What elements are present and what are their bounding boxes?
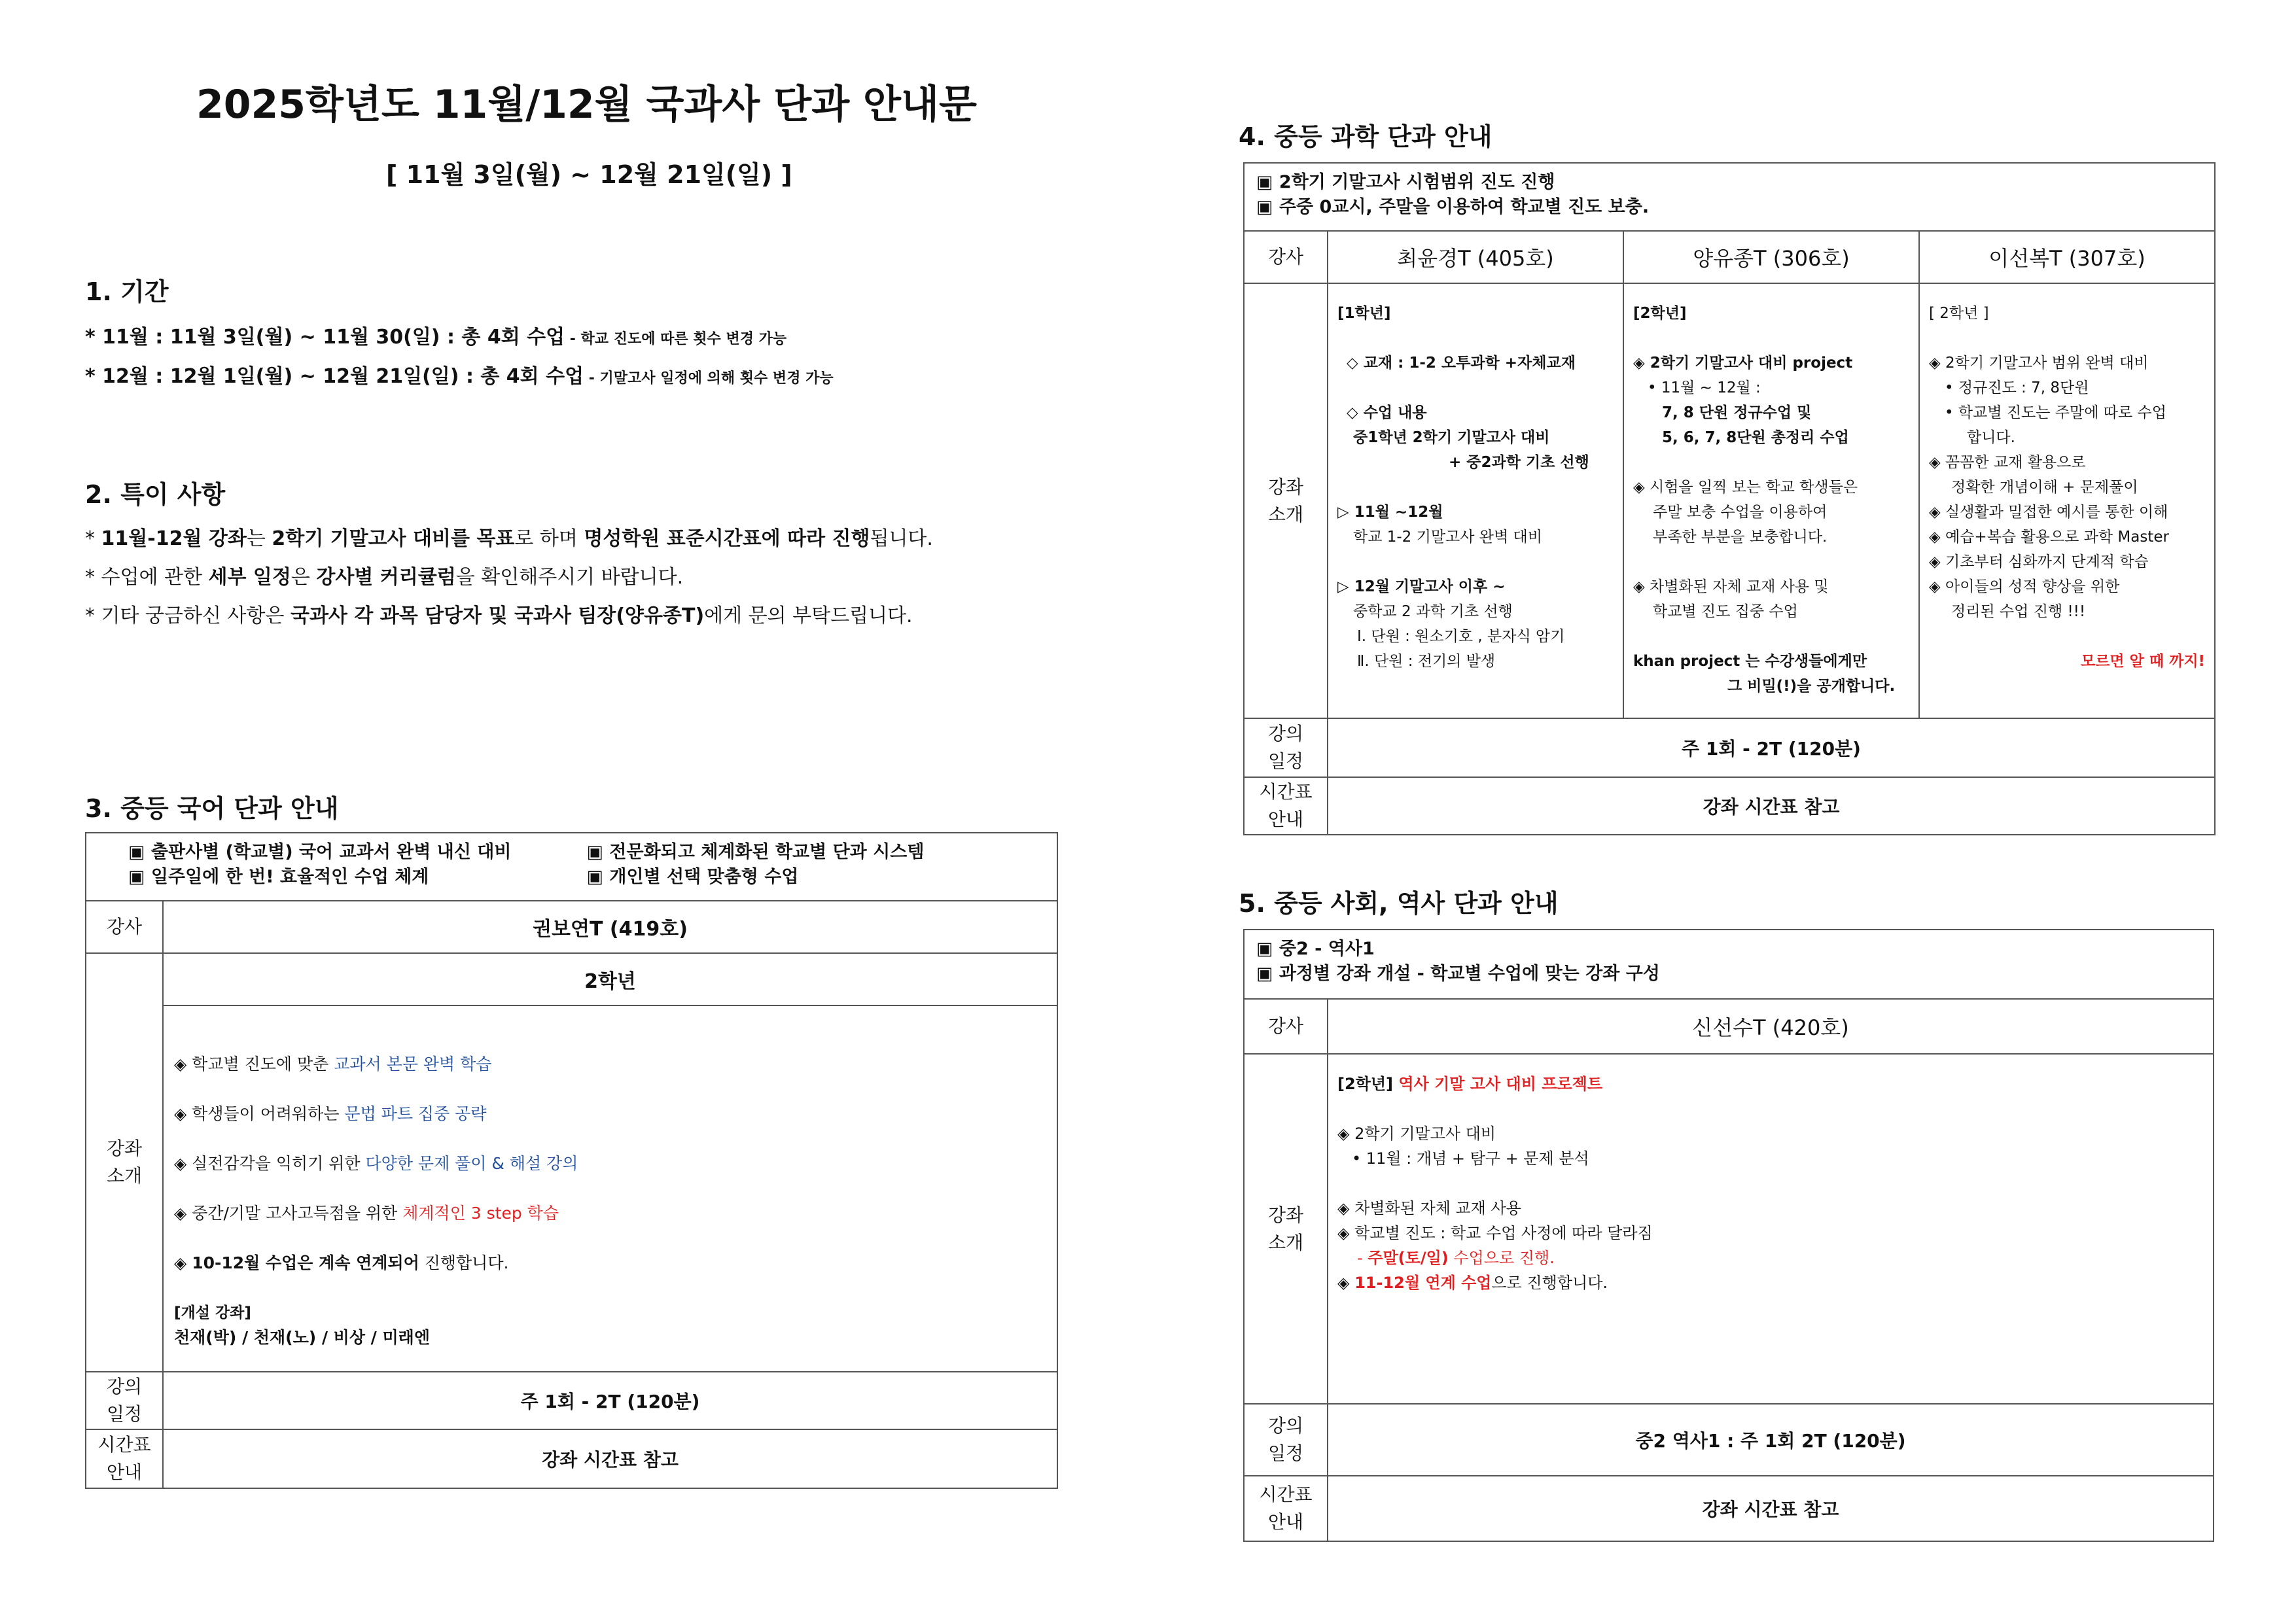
- t: 합니다.: [1967, 429, 2015, 446]
- science-intro-2: [1623, 283, 1919, 718]
- t: 2학기 기말고사 대비를 목표: [272, 527, 515, 550]
- note: ▣ 중2 - 역사1: [1256, 939, 1375, 959]
- t: ◈ 실생활과 밀접한 예시를 통한 이해: [1929, 504, 2168, 521]
- label-intro: 강좌 소개: [1244, 283, 1328, 718]
- bullet: [174, 1151, 1046, 1176]
- t: 정리된 수업 진행 !!!: [1951, 603, 2086, 620]
- t: • 학교별 진도는 주말에 따로 수업: [1945, 404, 2166, 421]
- note: ▣ 일주일에 한 번! 효율적인 수업 체계: [128, 867, 429, 887]
- section-3-heading: 3. 중등 국어 단과 안내: [85, 794, 339, 823]
- t: khan project 는 수강생들에게만: [1633, 653, 1867, 670]
- label-teacher: 강사: [1244, 999, 1328, 1054]
- t: ◈ 학교별 진도에 맞춘: [174, 1055, 334, 1073]
- t: ◈ 차별화된 자체 교재 사용 및: [1633, 578, 1829, 595]
- korean-teacher: 권보연T (419호): [163, 901, 1057, 953]
- t: 중학교 2 과학 기초 선행: [1353, 603, 1513, 620]
- science-timetable: 강좌 시간표 참고: [1328, 777, 2215, 835]
- open-list: 천재(박) / 천재(노) / 비상 / 미래엔: [174, 1328, 430, 1347]
- nov-period: [85, 321, 786, 349]
- t: ◈: [1337, 1274, 1355, 1292]
- t: ◈ 기초부터 심화까지 단계적 학습: [1929, 553, 2149, 570]
- dec-period-main: * 12월 : 12월 1일(월) ~ 12월 21일(일) : 총 4회 수업: [85, 365, 584, 388]
- dec-period-note: - 기말고사 일정에 의해 횟수 변경 가능: [584, 370, 834, 387]
- t: [2학년]: [1337, 1075, 1399, 1093]
- note: ▣ 2학기 기말고사 시험범위 진도 진행: [1256, 172, 1555, 192]
- t: ◈ 예습+복습 활용으로 과학 Master: [1929, 529, 2169, 546]
- bullet: [174, 1201, 1046, 1226]
- notice-line-1: [85, 522, 933, 551]
- open-label: [개설 강좌]: [174, 1304, 251, 1321]
- t: ◈ 2학기 기말고사 대비: [1337, 1125, 1496, 1143]
- t: Ⅰ. 단원 : 원소기호 , 분자식 암기: [1357, 628, 1565, 645]
- korean-notes: [86, 833, 1057, 901]
- label-schedule: 강의 일정: [1244, 1404, 1328, 1476]
- science-intro-3: [1919, 283, 2215, 718]
- korean-grade: 2학년: [163, 953, 1057, 1005]
- t: 10-12월 수업은 계속 연계되어: [192, 1253, 419, 1272]
- t: 11-12월 연계 수업: [1354, 1274, 1492, 1292]
- t: 체계적인 3 step 학습: [402, 1204, 559, 1223]
- nov-period-note: - 학교 진도에 따른 횟수 변경 가능: [565, 331, 787, 347]
- label-teacher: 강사: [86, 901, 163, 953]
- section-4-heading: 4. 중등 과학 단과 안내: [1239, 122, 1492, 151]
- korean-schedule: 주 1회 - 2T (120분): [163, 1372, 1057, 1429]
- t: ▷ 11월 ~12월: [1337, 504, 1443, 521]
- t: ◈ 차별화된 자체 교재 사용: [1337, 1199, 1521, 1217]
- t: ◈ 학생들이 어려워하는: [174, 1104, 345, 1123]
- science-class-table: [1243, 162, 2216, 835]
- label-timetable: 시간표 안내: [1244, 777, 1328, 835]
- notice-line-3: [85, 599, 913, 628]
- t: ◈ 실전감각을 익히기 위한: [174, 1154, 366, 1173]
- t: 학교 1-2 기말고사 완벽 대비: [1353, 529, 1542, 546]
- grade: [ 2학년 ]: [1929, 305, 1989, 322]
- t: -: [1357, 1249, 1368, 1267]
- t: ◇ 수업 내용: [1347, 404, 1427, 421]
- t: 교과서 본문 완벽 학습: [334, 1055, 492, 1073]
- label-timetable: 시간표 안내: [1244, 1476, 1328, 1541]
- t: • 11월 : 개념 + 탐구 + 문제 분석: [1352, 1149, 1589, 1168]
- t: 7, 8 단원 정규수업 및: [1662, 404, 1812, 421]
- social-notes: [1244, 930, 2214, 999]
- t: * 수업에 관한: [85, 566, 209, 589]
- t: ◈ 중간/기말 고사고득점을 위한: [174, 1204, 403, 1223]
- t: 11월-12월 강좌: [101, 527, 247, 550]
- t: 문법 파트 집중 공략: [344, 1104, 487, 1123]
- note: ▣ 전문화되고 체계화된 학교별 단과 시스템: [586, 842, 925, 862]
- science-teacher-1: 최윤경T (405호): [1328, 231, 1623, 283]
- social-class-table: [1243, 929, 2214, 1542]
- t: ◈: [174, 1253, 192, 1272]
- t: 부족한 부분을 보충합니다.: [1653, 529, 1828, 546]
- science-intro-1: [1328, 283, 1623, 718]
- t: 다양한 문제 풀이 & 해설 강의: [365, 1154, 578, 1173]
- label-schedule: 강의 일정: [1244, 718, 1328, 777]
- t: ◈ 2학기 기말고사 대비 project: [1633, 355, 1853, 372]
- label-schedule: 강의 일정: [86, 1372, 163, 1429]
- t: 그 비밀(!)을 공개합니다.: [1727, 678, 1896, 695]
- korean-timetable: 강좌 시간표 참고: [163, 1429, 1057, 1488]
- science-notes: [1244, 163, 2215, 231]
- t: 으로 진행합니다.: [1491, 1274, 1608, 1292]
- t: [1337, 1270, 2204, 1295]
- t: 은: [291, 566, 317, 589]
- t: 을 확인해주시기 바랍니다.: [455, 566, 684, 589]
- t: 중1학년 2학기 기말고사 대비: [1353, 429, 1550, 446]
- label-intro: 강좌 소개: [1244, 1054, 1328, 1404]
- t: 정확한 개념이해 + 문제풀이: [1951, 479, 2138, 496]
- t: ◈ 아이들의 성적 향상을 위한: [1929, 578, 2120, 595]
- section-1-heading: 1. 기간: [85, 277, 169, 306]
- label-teacher: 강사: [1244, 231, 1328, 283]
- t: 학교별 진도 집중 수업: [1653, 603, 1798, 620]
- t: ◈ 시험을 일찍 보는 학교 학생들은: [1633, 479, 1858, 496]
- social-schedule: 중2 역사1 : 주 1회 2T (120분): [1328, 1404, 2214, 1476]
- note: ▣ 과정별 강좌 개설 - 학교별 수업에 맞는 강좌 구성: [1256, 964, 1660, 984]
- note: ▣ 개인별 선택 맞춤형 수업: [586, 867, 799, 887]
- t: ◈ 학교별 진도 : 학교 수업 사정에 따라 달라짐: [1337, 1224, 1653, 1242]
- note: ▣ 출판사별 (학교별) 국어 교과서 완벽 내신 대비: [128, 842, 512, 862]
- t: [1337, 1072, 2204, 1096]
- science-teacher-3: 이선복T (307호): [1919, 231, 2215, 283]
- t: • 11월 ~ 12월 :: [1648, 379, 1761, 396]
- t: ◇ 교재 : 1-2 오투과학 +자체교재: [1347, 355, 1576, 372]
- t: 모르면 알 때 까지!: [2080, 653, 2206, 670]
- section-5-heading: 5. 중등 사회, 역사 단과 안내: [1239, 889, 1559, 918]
- note: ▣ 주중 0교시, 주말을 이용하여 학교별 진도 보충.: [1256, 197, 1650, 217]
- bullet: [174, 1102, 1046, 1126]
- section-2-heading: 2. 특이 사항: [85, 480, 226, 509]
- notice-line-2: [85, 561, 683, 589]
- bullet: [174, 1251, 1046, 1276]
- social-intro: [1328, 1054, 2214, 1404]
- grade: [1학년]: [1337, 305, 1391, 322]
- nov-period-main: * 11월 : 11월 3일(월) ~ 11월 30(일) : 총 4회 수업: [85, 326, 565, 349]
- page-title: 2025학년도 11월/12월 국과사 단과 안내문: [196, 82, 977, 128]
- korean-intro: [163, 1005, 1057, 1372]
- t: *: [85, 527, 101, 550]
- grade: [2학년]: [1633, 305, 1687, 322]
- t: ▷ 12월 기말고사 이후 ~: [1337, 578, 1506, 595]
- t: 됩니다.: [870, 527, 933, 550]
- social-timetable: 강좌 시간표 참고: [1328, 1476, 2214, 1541]
- t: 로 하며: [514, 527, 584, 550]
- science-schedule: 주 1회 - 2T (120분): [1328, 718, 2215, 777]
- science-teacher-2: 양유종T (306호): [1623, 231, 1919, 283]
- t: 주말(토/일): [1368, 1249, 1449, 1267]
- t: 는: [246, 527, 272, 550]
- t: * 기타 궁금하신 사항은: [85, 604, 291, 627]
- t: 명성학원 표준시간표에 따라 진행: [584, 527, 870, 550]
- t: 역사 기말 고사 대비 프로젝트: [1398, 1075, 1603, 1093]
- bullet: [174, 1052, 1046, 1077]
- label-timetable: 시간표 안내: [86, 1429, 163, 1488]
- t: ◈ 꼼꼼한 교재 활용으로: [1929, 454, 2086, 471]
- t: 강사별 커리큘럼: [316, 566, 456, 589]
- t: [1337, 1246, 2204, 1270]
- t: 수업으로 진행.: [1448, 1249, 1555, 1267]
- t: • 정규진도 : 7, 8단원: [1945, 379, 2089, 396]
- korean-class-table: [85, 832, 1058, 1489]
- t: 세부 일정: [208, 566, 291, 589]
- t: 국과사 각 과목 담당자 및 국과사 팀장(양유종T): [290, 604, 705, 627]
- t: 5, 6, 7, 8단원 총정리 수업: [1662, 429, 1849, 446]
- date-range: [ 11월 3일(월) ~ 12월 21일(일) ]: [386, 160, 792, 189]
- t: ◈ 2학기 기말고사 범위 완벽 대비: [1929, 355, 2149, 372]
- t: Ⅱ. 단원 : 전기의 발생: [1357, 653, 1496, 670]
- label-intro: 강좌 소개: [86, 953, 163, 1372]
- dec-period: [85, 360, 834, 389]
- t: 에게 문의 부탁드립니다.: [704, 604, 913, 627]
- t: 주말 보충 수업을 이용하여: [1653, 504, 1828, 521]
- t: 진행합니다.: [419, 1253, 509, 1272]
- t: + 중2과학 기초 선행: [1449, 454, 1589, 471]
- social-teacher: 신선수T (420호): [1328, 999, 2214, 1054]
